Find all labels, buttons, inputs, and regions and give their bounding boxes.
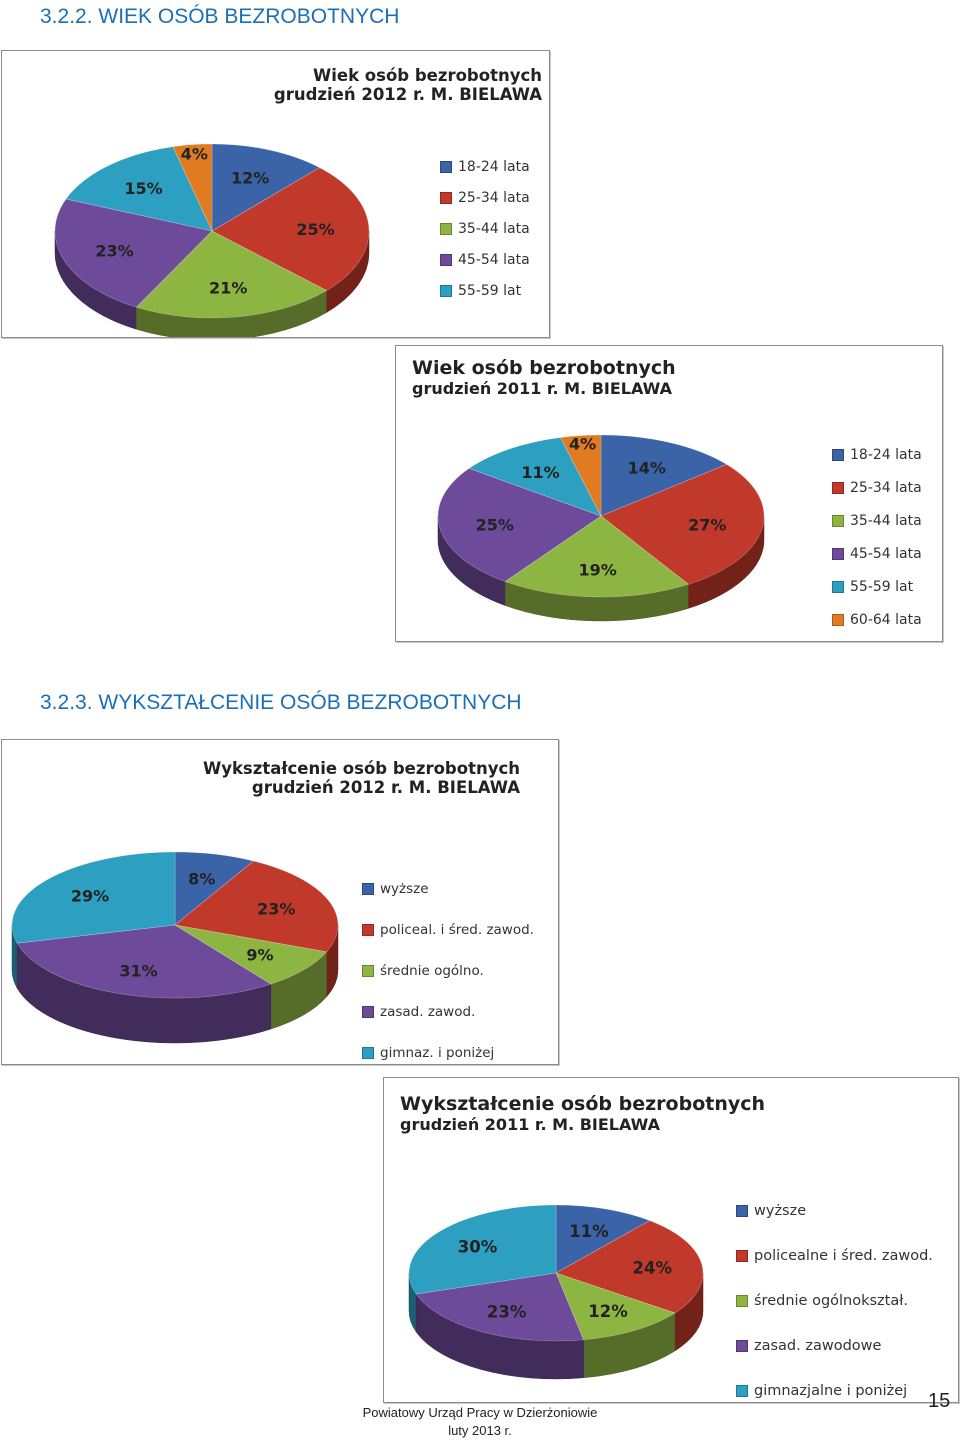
footer-date: luty 2013 r.: [448, 1423, 512, 1438]
section-heading-age: 3.2.2. WIEK OSÓB BEZROBOTNYCH: [40, 5, 400, 28]
legend-item: [736, 1278, 933, 1323]
legend-item: [362, 909, 534, 950]
page-footer: [330, 1404, 630, 1440]
legend-swatch: [832, 581, 844, 593]
legend-swatch: [362, 883, 374, 895]
legend-swatch: [362, 1006, 374, 1018]
legend-swatch: [440, 254, 452, 266]
legend-label: 35-44 lata: [850, 512, 922, 529]
data-label: 31%: [119, 961, 158, 981]
legend-label: średnie ogólnokształ.: [754, 1292, 908, 1309]
legend-swatch: [736, 1295, 748, 1307]
data-label: 23%: [486, 1302, 527, 1322]
data-label: 25%: [475, 515, 514, 535]
legend-item: [362, 991, 534, 1032]
data-label: 15%: [124, 178, 163, 198]
chart-title-main: Wiek osób bezrobotnych: [412, 357, 676, 379]
legend-label: gimnazjalne i poniżej: [754, 1382, 908, 1399]
data-label: 14%: [627, 458, 666, 478]
legend-item: [736, 1368, 933, 1413]
legend-swatch: [736, 1385, 748, 1397]
chart-subtitle: grudzień 2011 r. M. BIELAWA: [400, 1114, 660, 1134]
legend-swatch: [440, 223, 452, 235]
data-label: 4%: [569, 434, 597, 454]
legend-item: [362, 1032, 534, 1073]
legend-label: 18-24 lata: [458, 158, 530, 175]
chart-title-main: Wykształcenie osób bezrobotnych: [203, 759, 520, 778]
section-heading-education: 3.2.3. WYKSZTAŁCENIE OSÓB BEZROBOTNYCH: [40, 691, 522, 714]
legend-swatch: [736, 1205, 748, 1217]
chart-education-2012: [1, 739, 559, 1065]
legend-label: zasad. zawod.: [380, 1003, 476, 1020]
chart-subtitle: grudzień 2011 r. M. BIELAWA: [412, 378, 672, 398]
chart-legend: [736, 1188, 933, 1413]
legend-item: [362, 868, 534, 909]
legend-item: [440, 182, 530, 213]
legend-label: 45-54 lata: [458, 251, 530, 268]
data-label: 12%: [588, 1301, 628, 1321]
data-label: 12%: [230, 168, 270, 188]
legend-item: [832, 438, 922, 471]
legend-item: [832, 537, 922, 570]
data-label: 30%: [457, 1237, 498, 1257]
legend-label: 25-34 lata: [458, 189, 530, 206]
data-label: 25%: [296, 220, 335, 240]
legend-swatch: [736, 1340, 748, 1352]
legend-swatch: [832, 482, 844, 494]
legend-label: 45-54 lata: [850, 545, 922, 562]
legend-swatch: [362, 924, 374, 936]
legend-item: [736, 1188, 933, 1233]
legend-label: 60-64 lata: [850, 611, 922, 628]
chart-title-main: Wykształcenie osób bezrobotnych: [400, 1093, 766, 1115]
chart-subtitle: grudzień 2012 r. M. BIELAWA: [251, 777, 520, 797]
data-label: 8%: [188, 869, 216, 889]
data-label: 23%: [95, 241, 134, 261]
data-label: 24%: [632, 1258, 673, 1278]
legend-swatch: [736, 1250, 748, 1262]
legend-label: wyższe: [754, 1202, 807, 1219]
chart-legend: [362, 868, 534, 1073]
legend-item: [832, 570, 922, 603]
page-number: 15: [928, 1390, 951, 1412]
data-label: 29%: [70, 886, 110, 906]
legend-label: policeal. i śred. zawod.: [380, 921, 534, 938]
data-label: 27%: [688, 515, 727, 535]
data-label: 4%: [180, 144, 208, 164]
legend-label: policealne i śred. zawod.: [754, 1247, 933, 1264]
legend-item: [440, 244, 530, 275]
legend-swatch: [832, 515, 844, 527]
data-label: 21%: [209, 278, 248, 298]
chart-subtitle: grudzień 2012 r. M. BIELAWA: [273, 84, 542, 104]
legend-label: 55-59 lat: [850, 578, 914, 595]
legend-item: [440, 275, 530, 306]
legend-swatch: [362, 965, 374, 977]
legend-label: 35-44 lata: [458, 220, 530, 237]
chart-age-2012: [1, 50, 550, 338]
legend-item: [832, 504, 922, 537]
legend-item: [832, 471, 922, 504]
legend-swatch: [440, 285, 452, 297]
footer-office: Powiatowy Urząd Pracy w Dzierżoniowie: [362, 1405, 598, 1420]
chart-title-main: Wiek osób bezrobotnych: [313, 66, 542, 85]
legend-label: gimnaz. i poniżej: [380, 1044, 495, 1061]
chart-legend: [440, 151, 530, 306]
legend-item: [736, 1323, 933, 1368]
legend-label: wyższe: [380, 880, 429, 897]
legend-label: 18-24 lata: [850, 446, 922, 463]
data-label: 23%: [257, 899, 296, 919]
legend-item: [832, 603, 922, 636]
legend-item: [736, 1233, 933, 1278]
legend-swatch: [440, 192, 452, 204]
legend-swatch: [832, 548, 844, 560]
legend-swatch: [362, 1047, 374, 1059]
chart-age-2011: [395, 345, 943, 642]
chart-legend: [832, 438, 922, 636]
data-label: 19%: [578, 560, 617, 580]
legend-label: zasad. zawodowe: [754, 1337, 882, 1354]
legend-label: 55-59 lat: [458, 282, 522, 299]
legend-label: średnie ogólno.: [380, 962, 484, 979]
legend-item: [440, 213, 530, 244]
legend-swatch: [440, 161, 452, 173]
legend-label: 25-34 lata: [850, 479, 922, 496]
legend-swatch: [832, 614, 844, 626]
legend-item: [362, 950, 534, 991]
data-label: 11%: [521, 462, 560, 482]
data-label: 9%: [246, 945, 274, 965]
chart-education-2011: [383, 1077, 959, 1403]
legend-item: [440, 151, 530, 182]
legend-swatch: [832, 449, 844, 461]
data-label: 11%: [569, 1221, 609, 1241]
